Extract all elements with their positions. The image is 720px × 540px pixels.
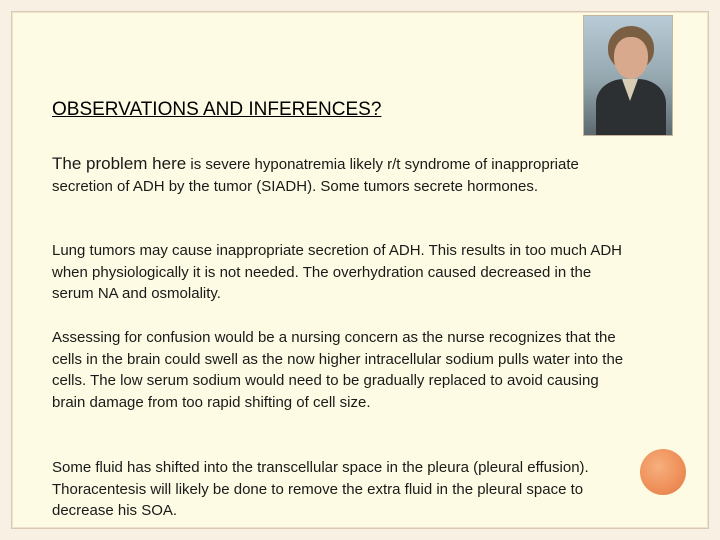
presenter-photo	[583, 15, 673, 136]
photo-face	[614, 37, 648, 79]
paragraph-lung-tumors: Lung tumors may cause inappropriate secretion of ADH. This results in too much ADH when physiologically it is not needed. The overhydration caused decreased in the serum NA and osmolality.	[52, 242, 622, 302]
slide-title: OBSERVATIONS AND INFERENCES?	[52, 99, 382, 120]
paragraph-problem-lead: The problem here	[52, 154, 187, 173]
paragraph-confusion: Assessing for confusion would be a nursing concern as the nurse recognizes that the cells in the brain could swell as the now higher intracellular sodium pulls water into the cells. The low serum sodium would need to be gradually replaced to avoid causing brain damage from too rapid shifting of cell size.	[52, 329, 624, 411]
orange-accent-circle	[640, 449, 686, 495]
paragraph-problem	[52, 153, 627, 197]
paragraph-problem-rest: is severe hyponatremia likely r/t syndrome of inappropriate secretion of ADH by the tumor (SIADH). Some tumors secrete hormones.	[52, 156, 579, 195]
paragraph-pleural-effusion: Some fluid has shifted into the transcellular space in the pleura (pleural effusion). Thoracentesis will likely be done to remove the extra fluid in the pleural space to decrease his SOA.	[52, 459, 589, 519]
